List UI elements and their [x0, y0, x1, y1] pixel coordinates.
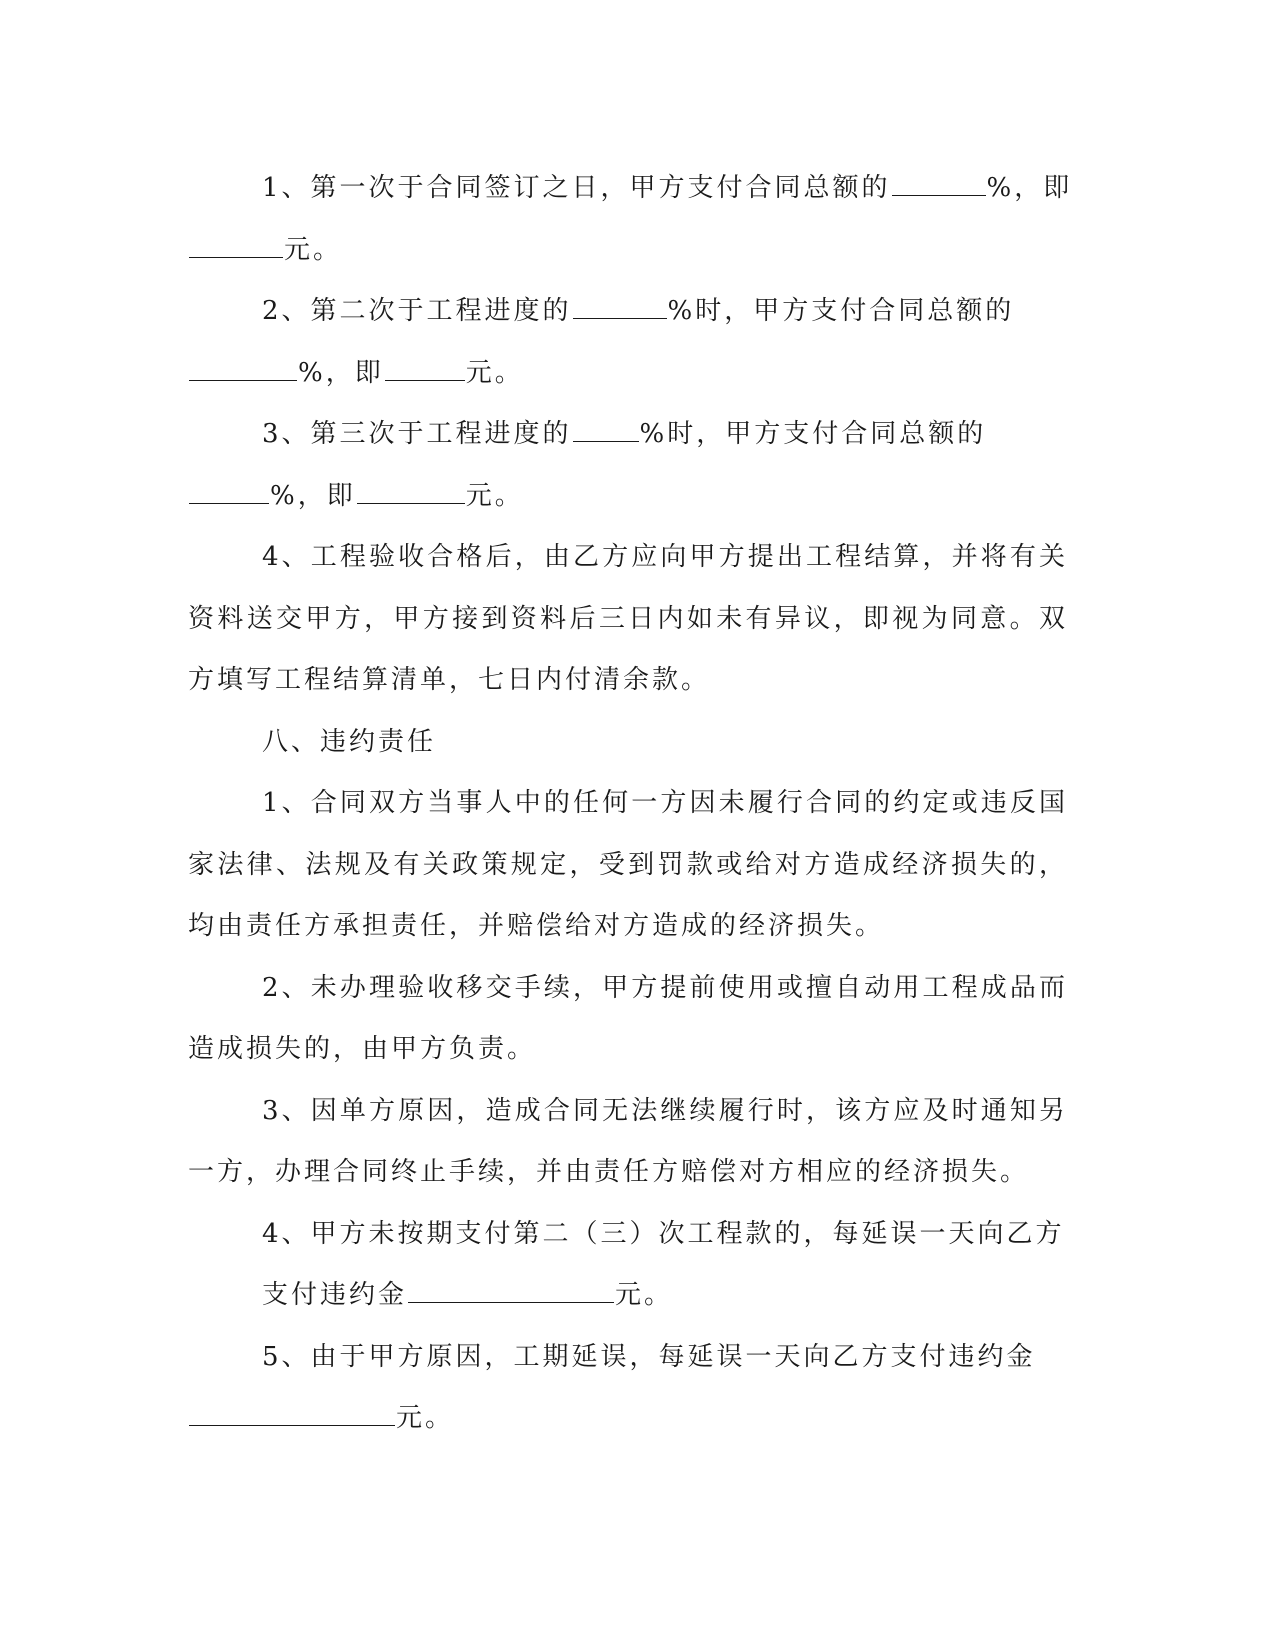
blank-field[interactable] — [892, 173, 986, 196]
blank-field[interactable] — [385, 358, 465, 381]
section-heading: 八、违约责任 — [262, 726, 437, 757]
blank-field[interactable] — [573, 296, 667, 319]
liability-item-4-text: 4、甲方未按期支付第二（三）次工程款的，每延误一天向乙方支付违约金 — [262, 1218, 1065, 1310]
blank-field[interactable] — [357, 481, 465, 504]
liability-item-5: 5、由于甲方原因，工期延误，每延误一天向乙方支付违约金 元。 — [188, 1327, 1068, 1450]
blank-field[interactable] — [189, 358, 297, 381]
blank-field[interactable] — [189, 235, 283, 258]
liability-item-4: 4、甲方未按期支付第二（三）次工程款的，每延误一天向乙方支付违约金 元。 — [262, 1218, 1065, 1310]
contract-body — [188, 158, 1073, 1450]
payment-item-3: 3、第三次于工程进度的 %时，甲方支付合同总额的 %，即 元。 — [188, 404, 1068, 527]
payment-item-4: 4、工程验收合格后，由乙方应向甲方提出工程结算，并将有关资料送交甲方，甲方接到资料后三日内如未有异议，即视为同意。双方填写工程结算清单，七日内付清余款。 — [188, 542, 1068, 695]
payment-item-3-text: 3、第三次于工程进度的 — [262, 419, 572, 449]
payment-item-1: 1、第一次于合同签订之日，甲方支付合同总额的 %，即 元。 — [188, 158, 1068, 281]
payment-item-1-text: 1、第一次于合同签订之日，甲方支付合同总额的 — [262, 173, 891, 203]
blank-field[interactable] — [189, 1403, 395, 1426]
liability-item-5-text: 5、由于甲方原因，工期延误，每延误一天向乙方支付违约金 — [262, 1341, 1036, 1372]
payment-item-2-text: 2、第二次于工程进度的 — [262, 296, 572, 326]
blank-field[interactable] — [573, 419, 639, 442]
blank-field[interactable] — [408, 1280, 614, 1303]
liability-item-3: 3、因单方原因，造成合同无法继续履行时，该方应及时通知另一方，办理合同终止手续，并由责任方赔偿对方相应的经济损失。 — [188, 1095, 1068, 1187]
liability-item-2: 2、未办理验收移交手续，甲方提前使用或擅自动用工程成品而造成损失的，由甲方负责。 — [188, 972, 1068, 1064]
liability-item-1: 1、合同双方当事人中的任何一方因未履行合同的约定或违反国家法律、法规及有关政策规定，受到罚款或给对方造成经济损失的，均由责任方承担责任，并赔偿给对方造成的经济损失。 — [188, 788, 1068, 941]
blank-field[interactable] — [189, 481, 269, 504]
payment-item-2: 2、第二次于工程进度的 %时，甲方支付合同总额的 %，即 元。 — [188, 281, 1068, 404]
